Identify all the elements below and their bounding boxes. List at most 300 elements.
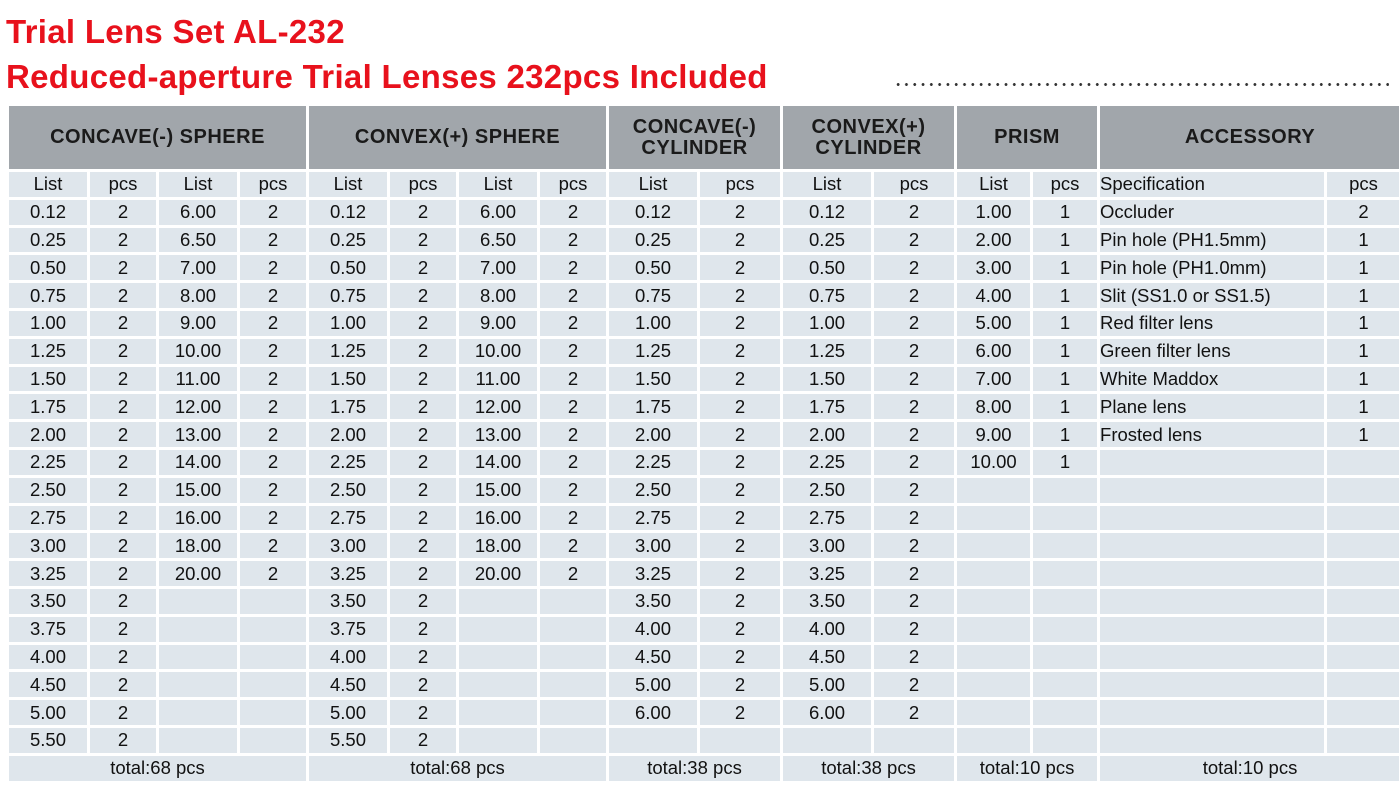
list-cell xyxy=(459,700,537,725)
pcs-cell: 2 xyxy=(240,561,306,586)
list-cell: 4.50 xyxy=(783,645,871,670)
list-cell: 0.25 xyxy=(783,228,871,253)
list-cell: 10.00 xyxy=(957,450,1030,475)
pcs-cell: 2 xyxy=(540,478,606,503)
list-cell: 0.12 xyxy=(609,200,697,225)
pcs-cell: 2 xyxy=(90,589,156,614)
pcs-cell: 2 xyxy=(874,533,954,558)
pcs-cell: 2 xyxy=(90,339,156,364)
pcs-cell: 2 xyxy=(90,728,156,753)
pcs-cell: 2 xyxy=(90,506,156,531)
pcs-cell: 2 xyxy=(90,645,156,670)
pcs-cell: 2 xyxy=(390,422,456,447)
list-cell: 1.00 xyxy=(609,311,697,336)
pcs-cell: 1 xyxy=(1033,255,1097,280)
pcs-cell: 2 xyxy=(90,672,156,697)
pcs-cell: 2 xyxy=(540,367,606,392)
list-cell xyxy=(459,672,537,697)
pcs-cell xyxy=(1327,672,1399,697)
pcs-cell: 2 xyxy=(90,561,156,586)
list-cell: 3.25 xyxy=(9,561,87,586)
pcs-cell: 2 xyxy=(540,422,606,447)
spec-cell xyxy=(1100,561,1324,586)
pcs-cell: 1 xyxy=(1327,228,1399,253)
list-cell: 2.00 xyxy=(609,422,697,447)
pcs-cell: 2 xyxy=(390,617,456,642)
list-cell: 8.00 xyxy=(459,283,537,308)
list-cell xyxy=(159,589,237,614)
list-cell xyxy=(159,617,237,642)
pcs-cell: 2 xyxy=(874,450,954,475)
list-cell: 1.00 xyxy=(309,311,387,336)
list-cell: 20.00 xyxy=(459,561,537,586)
dotted-leader xyxy=(894,82,1389,87)
pcs-cell: 2 xyxy=(390,283,456,308)
list-cell xyxy=(957,700,1030,725)
pcs-cell: 1 xyxy=(1033,367,1097,392)
pcs-cell: 2 xyxy=(390,200,456,225)
pcs-cell: 2 xyxy=(700,561,780,586)
list-cell: 8.00 xyxy=(957,394,1030,419)
col-list: List xyxy=(159,172,237,197)
list-cell: 9.00 xyxy=(459,311,537,336)
list-cell: 0.50 xyxy=(783,255,871,280)
pcs-cell xyxy=(240,645,306,670)
pcs-cell xyxy=(540,672,606,697)
table-row xyxy=(9,645,1399,670)
pcs-cell xyxy=(1327,645,1399,670)
list-cell xyxy=(159,645,237,670)
list-cell: 6.00 xyxy=(459,200,537,225)
spec-cell xyxy=(1100,533,1324,558)
list-cell: 9.00 xyxy=(159,311,237,336)
pcs-cell: 2 xyxy=(700,422,780,447)
col-specification: Specification xyxy=(1100,172,1324,197)
pcs-cell xyxy=(540,728,606,753)
list-cell xyxy=(159,728,237,753)
table-row xyxy=(9,394,1399,419)
pcs-cell xyxy=(540,700,606,725)
table-row xyxy=(9,200,1399,225)
list-cell: 3.00 xyxy=(957,255,1030,280)
list-cell xyxy=(957,589,1030,614)
col-list: List xyxy=(609,172,697,197)
group-header-row xyxy=(9,106,1399,169)
list-cell: 3.75 xyxy=(9,617,87,642)
pcs-cell: 2 xyxy=(390,367,456,392)
pcs-cell: 2 xyxy=(540,311,606,336)
pcs-cell: 2 xyxy=(700,367,780,392)
list-cell: 10.00 xyxy=(459,339,537,364)
table-row xyxy=(9,700,1399,725)
pcs-cell: 1 xyxy=(1033,311,1097,336)
pcs-cell: 2 xyxy=(240,394,306,419)
pcs-cell: 2 xyxy=(874,367,954,392)
pcs-cell xyxy=(1033,728,1097,753)
pcs-cell: 2 xyxy=(540,561,606,586)
pcs-cell: 2 xyxy=(700,228,780,253)
list-cell: 7.00 xyxy=(159,255,237,280)
pcs-cell xyxy=(874,728,954,753)
list-cell: 0.75 xyxy=(783,283,871,308)
pcs-cell: 2 xyxy=(700,255,780,280)
list-cell: 3.00 xyxy=(609,533,697,558)
col-list: List xyxy=(9,172,87,197)
pcs-cell: 2 xyxy=(1327,200,1399,225)
list-cell: 18.00 xyxy=(459,533,537,558)
table-row xyxy=(9,422,1399,447)
pcs-cell xyxy=(240,700,306,725)
table-row xyxy=(9,561,1399,586)
subheader-row xyxy=(9,172,1399,197)
pcs-cell: 2 xyxy=(700,339,780,364)
pcs-cell xyxy=(1033,617,1097,642)
pcs-cell xyxy=(1327,700,1399,725)
pcs-cell xyxy=(1327,589,1399,614)
pcs-cell: 2 xyxy=(240,283,306,308)
list-cell: 4.00 xyxy=(783,617,871,642)
col-pcs: pcs xyxy=(1033,172,1097,197)
pcs-cell: 2 xyxy=(874,200,954,225)
table-row xyxy=(9,617,1399,642)
pcs-cell: 2 xyxy=(540,450,606,475)
list-cell: 1.75 xyxy=(609,394,697,419)
list-cell: 4.50 xyxy=(9,672,87,697)
table-row xyxy=(9,339,1399,364)
pcs-cell xyxy=(1033,533,1097,558)
pcs-cell: 2 xyxy=(874,506,954,531)
pcs-cell: 2 xyxy=(874,645,954,670)
list-cell xyxy=(957,617,1030,642)
pcs-cell: 2 xyxy=(700,394,780,419)
pcs-cell xyxy=(540,617,606,642)
col-list: List xyxy=(309,172,387,197)
col-list: List xyxy=(783,172,871,197)
list-cell: 3.50 xyxy=(309,589,387,614)
pcs-cell: 2 xyxy=(874,617,954,642)
list-cell xyxy=(609,728,697,753)
list-cell: 6.00 xyxy=(609,700,697,725)
list-cell: 0.75 xyxy=(309,283,387,308)
pcs-cell: 2 xyxy=(90,394,156,419)
pcs-cell: 2 xyxy=(90,450,156,475)
pcs-cell: 2 xyxy=(874,478,954,503)
pcs-cell: 1 xyxy=(1033,228,1097,253)
list-cell: 16.00 xyxy=(159,506,237,531)
pcs-cell: 1 xyxy=(1327,283,1399,308)
total-prism: total:10 pcs xyxy=(957,756,1097,781)
spec-cell: Red filter lens xyxy=(1100,311,1324,336)
spec-cell: Pin hole (PH1.0mm) xyxy=(1100,255,1324,280)
pcs-cell: 2 xyxy=(240,422,306,447)
pcs-cell: 2 xyxy=(90,200,156,225)
list-cell: 2.75 xyxy=(609,506,697,531)
list-cell: 0.50 xyxy=(609,255,697,280)
list-cell: 1.25 xyxy=(9,339,87,364)
list-cell: 2.00 xyxy=(783,422,871,447)
pcs-cell: 2 xyxy=(700,533,780,558)
pcs-cell: 2 xyxy=(700,283,780,308)
pcs-cell: 1 xyxy=(1033,422,1097,447)
pcs-cell: 2 xyxy=(700,478,780,503)
pcs-cell: 2 xyxy=(874,422,954,447)
pcs-cell: 2 xyxy=(540,200,606,225)
pcs-cell: 2 xyxy=(240,506,306,531)
col-pcs: pcs xyxy=(700,172,780,197)
pcs-cell: 2 xyxy=(390,645,456,670)
list-cell: 14.00 xyxy=(159,450,237,475)
list-cell: 0.25 xyxy=(309,228,387,253)
pcs-cell: 2 xyxy=(390,255,456,280)
list-cell: 3.00 xyxy=(9,533,87,558)
pcs-cell: 2 xyxy=(700,506,780,531)
pcs-cell: 2 xyxy=(390,728,456,753)
pcs-cell xyxy=(240,672,306,697)
list-cell: 5.00 xyxy=(783,672,871,697)
list-cell: 2.75 xyxy=(783,506,871,531)
list-cell: 3.00 xyxy=(783,533,871,558)
pcs-cell: 2 xyxy=(390,533,456,558)
lens-table xyxy=(6,103,1399,784)
table-row xyxy=(9,283,1399,308)
list-cell: 0.25 xyxy=(609,228,697,253)
pcs-cell xyxy=(1327,617,1399,642)
total-convex-cylinder: total:38 pcs xyxy=(783,756,954,781)
list-cell xyxy=(459,728,537,753)
pcs-cell: 2 xyxy=(874,589,954,614)
pcs-cell: 2 xyxy=(90,700,156,725)
list-cell: 1.25 xyxy=(609,339,697,364)
list-cell: 1.75 xyxy=(309,394,387,419)
spec-cell xyxy=(1100,672,1324,697)
pcs-cell: 2 xyxy=(874,339,954,364)
list-cell: 2.50 xyxy=(783,478,871,503)
pcs-cell: 2 xyxy=(874,672,954,697)
list-cell: 2.50 xyxy=(309,478,387,503)
pcs-cell xyxy=(1033,561,1097,586)
list-cell: 2.75 xyxy=(309,506,387,531)
list-cell xyxy=(957,478,1030,503)
pcs-cell: 2 xyxy=(540,255,606,280)
pcs-cell xyxy=(240,617,306,642)
list-cell: 1.00 xyxy=(957,200,1030,225)
pcs-cell: 2 xyxy=(90,367,156,392)
pcs-cell: 2 xyxy=(390,672,456,697)
header-prism: PRISM xyxy=(957,106,1097,169)
list-cell: 2.50 xyxy=(9,478,87,503)
list-cell: 0.12 xyxy=(783,200,871,225)
pcs-cell: 1 xyxy=(1033,394,1097,419)
list-cell: 2.00 xyxy=(309,422,387,447)
list-cell: 16.00 xyxy=(459,506,537,531)
pcs-cell: 2 xyxy=(700,645,780,670)
pcs-cell: 2 xyxy=(390,506,456,531)
pcs-cell: 2 xyxy=(540,394,606,419)
list-cell xyxy=(459,645,537,670)
list-cell: 11.00 xyxy=(159,367,237,392)
pcs-cell: 2 xyxy=(874,700,954,725)
list-cell: 1.50 xyxy=(609,367,697,392)
pcs-cell: 2 xyxy=(540,283,606,308)
pcs-cell xyxy=(1033,506,1097,531)
pcs-cell: 1 xyxy=(1327,394,1399,419)
col-pcs: pcs xyxy=(90,172,156,197)
list-cell: 1.50 xyxy=(783,367,871,392)
pcs-cell: 2 xyxy=(240,200,306,225)
table-row xyxy=(9,367,1399,392)
col-pcs: pcs xyxy=(874,172,954,197)
table-row xyxy=(9,311,1399,336)
list-cell: 2.25 xyxy=(609,450,697,475)
pcs-cell: 2 xyxy=(240,228,306,253)
list-cell: 20.00 xyxy=(159,561,237,586)
pcs-cell: 2 xyxy=(540,228,606,253)
list-cell: 3.50 xyxy=(9,589,87,614)
list-cell: 1.75 xyxy=(9,394,87,419)
pcs-cell: 2 xyxy=(390,228,456,253)
list-cell: 6.00 xyxy=(957,339,1030,364)
pcs-cell: 2 xyxy=(874,228,954,253)
pcs-cell: 2 xyxy=(700,700,780,725)
pcs-cell xyxy=(1033,478,1097,503)
list-cell: 12.00 xyxy=(159,394,237,419)
pcs-cell: 1 xyxy=(1327,255,1399,280)
page-title: Trial Lens Set AL-232 xyxy=(6,13,345,50)
list-cell xyxy=(957,672,1030,697)
header-concave-sphere: CONCAVE(-) SPHERE xyxy=(9,106,306,169)
table-row xyxy=(9,255,1399,280)
spec-cell xyxy=(1100,589,1324,614)
pcs-cell: 2 xyxy=(540,506,606,531)
col-pcs: pcs xyxy=(240,172,306,197)
list-cell xyxy=(459,589,537,614)
col-list: List xyxy=(957,172,1030,197)
spec-cell: Slit (SS1.0 or SS1.5) xyxy=(1100,283,1324,308)
list-cell: 15.00 xyxy=(159,478,237,503)
list-cell: 2.00 xyxy=(957,228,1030,253)
col-pcs: pcs xyxy=(540,172,606,197)
page-subtitle: Reduced-aperture Trial Lenses 232pcs Included xyxy=(6,58,768,95)
spec-cell xyxy=(1100,645,1324,670)
list-cell: 10.00 xyxy=(159,339,237,364)
list-cell: 6.50 xyxy=(159,228,237,253)
pcs-cell: 1 xyxy=(1327,339,1399,364)
table-row xyxy=(9,728,1399,753)
list-cell: 6.00 xyxy=(159,200,237,225)
pcs-cell: 2 xyxy=(240,339,306,364)
pcs-cell: 2 xyxy=(240,367,306,392)
list-cell: 0.75 xyxy=(9,283,87,308)
list-cell xyxy=(957,533,1030,558)
pcs-cell: 2 xyxy=(390,589,456,614)
list-cell xyxy=(159,700,237,725)
list-cell: 5.50 xyxy=(309,728,387,753)
list-cell: 6.50 xyxy=(459,228,537,253)
spec-cell xyxy=(1100,506,1324,531)
list-cell: 3.50 xyxy=(609,589,697,614)
pcs-cell xyxy=(700,728,780,753)
pcs-cell: 2 xyxy=(90,533,156,558)
list-cell xyxy=(783,728,871,753)
list-cell xyxy=(957,645,1030,670)
pcs-cell: 2 xyxy=(874,255,954,280)
list-cell: 8.00 xyxy=(159,283,237,308)
pcs-cell: 2 xyxy=(540,339,606,364)
col-pcs: pcs xyxy=(1327,172,1399,197)
list-cell: 3.25 xyxy=(783,561,871,586)
pcs-cell xyxy=(1033,672,1097,697)
pcs-cell: 1 xyxy=(1033,450,1097,475)
pcs-cell: 2 xyxy=(390,394,456,419)
col-list: List xyxy=(459,172,537,197)
pcs-cell: 2 xyxy=(390,700,456,725)
list-cell: 2.25 xyxy=(309,450,387,475)
pcs-cell: 2 xyxy=(700,617,780,642)
list-cell: 3.50 xyxy=(783,589,871,614)
totals-row xyxy=(9,756,1399,781)
list-cell: 14.00 xyxy=(459,450,537,475)
pcs-cell: 2 xyxy=(90,311,156,336)
list-cell: 9.00 xyxy=(957,422,1030,447)
list-cell: 7.00 xyxy=(459,255,537,280)
table-row xyxy=(9,672,1399,697)
pcs-cell: 2 xyxy=(874,283,954,308)
table-row xyxy=(9,506,1399,531)
spec-cell xyxy=(1100,450,1324,475)
pcs-cell xyxy=(1327,533,1399,558)
header-convex-sphere: CONVEX(+) SPHERE xyxy=(309,106,606,169)
list-cell xyxy=(957,561,1030,586)
header-concave-cylinder: CONCAVE(-) CYLINDER xyxy=(609,106,780,169)
list-cell: 5.00 xyxy=(9,700,87,725)
pcs-cell: 2 xyxy=(90,478,156,503)
total-concave-cylinder: total:38 pcs xyxy=(609,756,780,781)
list-cell: 4.00 xyxy=(309,645,387,670)
list-cell: 12.00 xyxy=(459,394,537,419)
pcs-cell: 1 xyxy=(1327,422,1399,447)
pcs-cell: 2 xyxy=(90,422,156,447)
pcs-cell xyxy=(1327,506,1399,531)
spec-cell: Plane lens xyxy=(1100,394,1324,419)
pcs-cell: 2 xyxy=(240,311,306,336)
pcs-cell: 2 xyxy=(90,617,156,642)
pcs-cell: 2 xyxy=(390,311,456,336)
list-cell: 1.75 xyxy=(783,394,871,419)
list-cell: 2.50 xyxy=(609,478,697,503)
list-cell: 3.00 xyxy=(309,533,387,558)
table-row xyxy=(9,533,1399,558)
list-cell: 2.25 xyxy=(9,450,87,475)
spec-cell xyxy=(1100,728,1324,753)
list-cell: 4.50 xyxy=(609,645,697,670)
pcs-cell xyxy=(240,728,306,753)
list-cell: 3.25 xyxy=(609,561,697,586)
list-cell: 2.75 xyxy=(9,506,87,531)
list-cell: 6.00 xyxy=(783,700,871,725)
pcs-cell xyxy=(1327,450,1399,475)
list-cell: 4.00 xyxy=(957,283,1030,308)
pcs-cell xyxy=(1327,561,1399,586)
list-cell: 1.25 xyxy=(309,339,387,364)
list-cell: 1.50 xyxy=(309,367,387,392)
list-cell: 0.75 xyxy=(609,283,697,308)
pcs-cell: 1 xyxy=(1327,311,1399,336)
list-cell: 0.50 xyxy=(9,255,87,280)
pcs-cell: 2 xyxy=(700,450,780,475)
list-cell: 13.00 xyxy=(159,422,237,447)
list-cell: 1.25 xyxy=(783,339,871,364)
pcs-cell xyxy=(240,589,306,614)
